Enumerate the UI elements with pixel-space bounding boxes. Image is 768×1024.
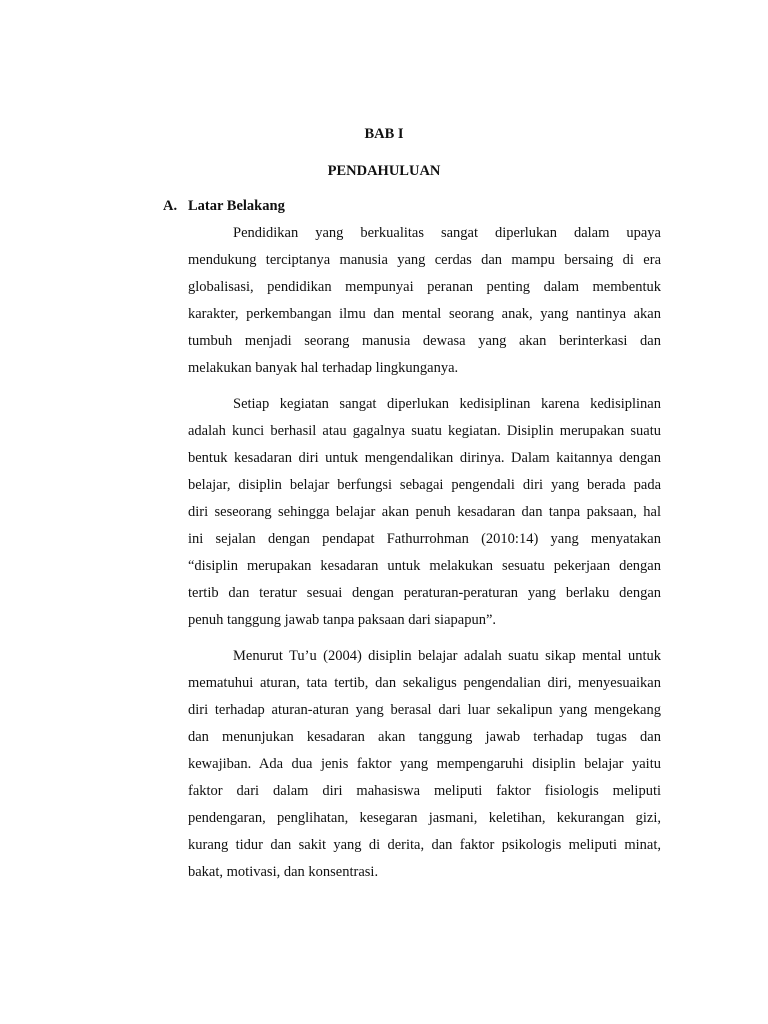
paragraph-line: tumbuh menjadi seorang manusia dewasa yang akan berinterkasi dan — [188, 333, 661, 349]
paragraph-line: tertib dan teratur sesuai dengan peraturan-peraturan yang berlaku dengan — [188, 585, 661, 601]
section-number: A. — [163, 198, 178, 214]
paragraph-line: kewajiban. Ada dua jenis faktor yang mempengaruhi disiplin belajar yaitu — [188, 756, 661, 772]
chapter-title: PENDAHULUAN — [327, 163, 441, 179]
paragraph-line: belajar, disiplin belajar berfungsi sebagai pengendali diri yang berada pada — [188, 477, 661, 493]
paragraph-line: bakat, motivasi, dan konsentrasi. — [188, 864, 379, 880]
paragraph-line: mendukung terciptanya manusia yang cerdas dan mampu bersaing di era — [188, 252, 661, 268]
chapter-label: BAB I — [364, 126, 404, 142]
paragraph-line: karakter, perkembangan ilmu dan mental seorang anak, yang nantinya akan — [188, 306, 661, 322]
paragraph-line: adalah kunci berhasil atau gagalnya suatu kegiatan. Disiplin merupakan suatu — [188, 423, 661, 439]
paragraph-line: diri terhadap aturan-aturan yang berasal dari luar sekalipun yang mengekang — [188, 702, 661, 718]
paragraph-line: ini sejalan dengan pendapat Fathurrohman (2010:14) yang menyatakan — [188, 531, 661, 547]
paragraph-line: pendengaran, penglihatan, kesegaran jasmani, keletihan, kekurangan gizi, — [188, 810, 661, 826]
paragraph-line: “disiplin merupakan kesadaran untuk melakukan sesuatu pekerjaan dengan — [188, 558, 661, 574]
paragraph-line: Menurut Tu’u (2004) disiplin belajar adalah suatu sikap mental untuk — [233, 648, 661, 664]
paragraph-line: melakukan banyak hal terhadap lingkunganya. — [188, 360, 459, 376]
paragraph-line: kurang tidur dan sakit yang di derita, dan faktor psikologis meliputi minat, — [188, 837, 661, 853]
paragraph-line: Setiap kegiatan sangat diperlukan kedisiplinan karena kedisiplinan — [233, 396, 661, 412]
paragraph-line: mematuhui aturan, tata tertib, dan sekaligus pengendalian diri, menyesuaikan — [188, 675, 661, 691]
paragraph-line: penuh tanggung jawab tanpa paksaan dari siapapun”. — [188, 612, 497, 628]
paragraph-line: faktor dari dalam diri mahasiswa meliputi faktor fisiologis meliputi — [188, 783, 661, 799]
section-title: Latar Belakang — [188, 198, 285, 214]
paragraph-line: diri seseorang sehingga belajar akan penuh kesadaran dan tanpa paksaan, hal — [188, 504, 661, 520]
paragraph-line: dan menunjukan kesadaran akan tanggung jawab terhadap tugas dan — [188, 729, 661, 745]
section-heading — [163, 197, 285, 215]
paragraph-line: bentuk kesadaran diri untuk mengendalikan dirinya. Dalam kaitannya dengan — [188, 450, 661, 466]
paragraph-line: Pendidikan yang berkualitas sangat diperlukan dalam upaya — [233, 225, 661, 241]
paragraph-line: globalisasi, pendidikan mempunyai peranan penting dalam membentuk — [188, 279, 661, 295]
